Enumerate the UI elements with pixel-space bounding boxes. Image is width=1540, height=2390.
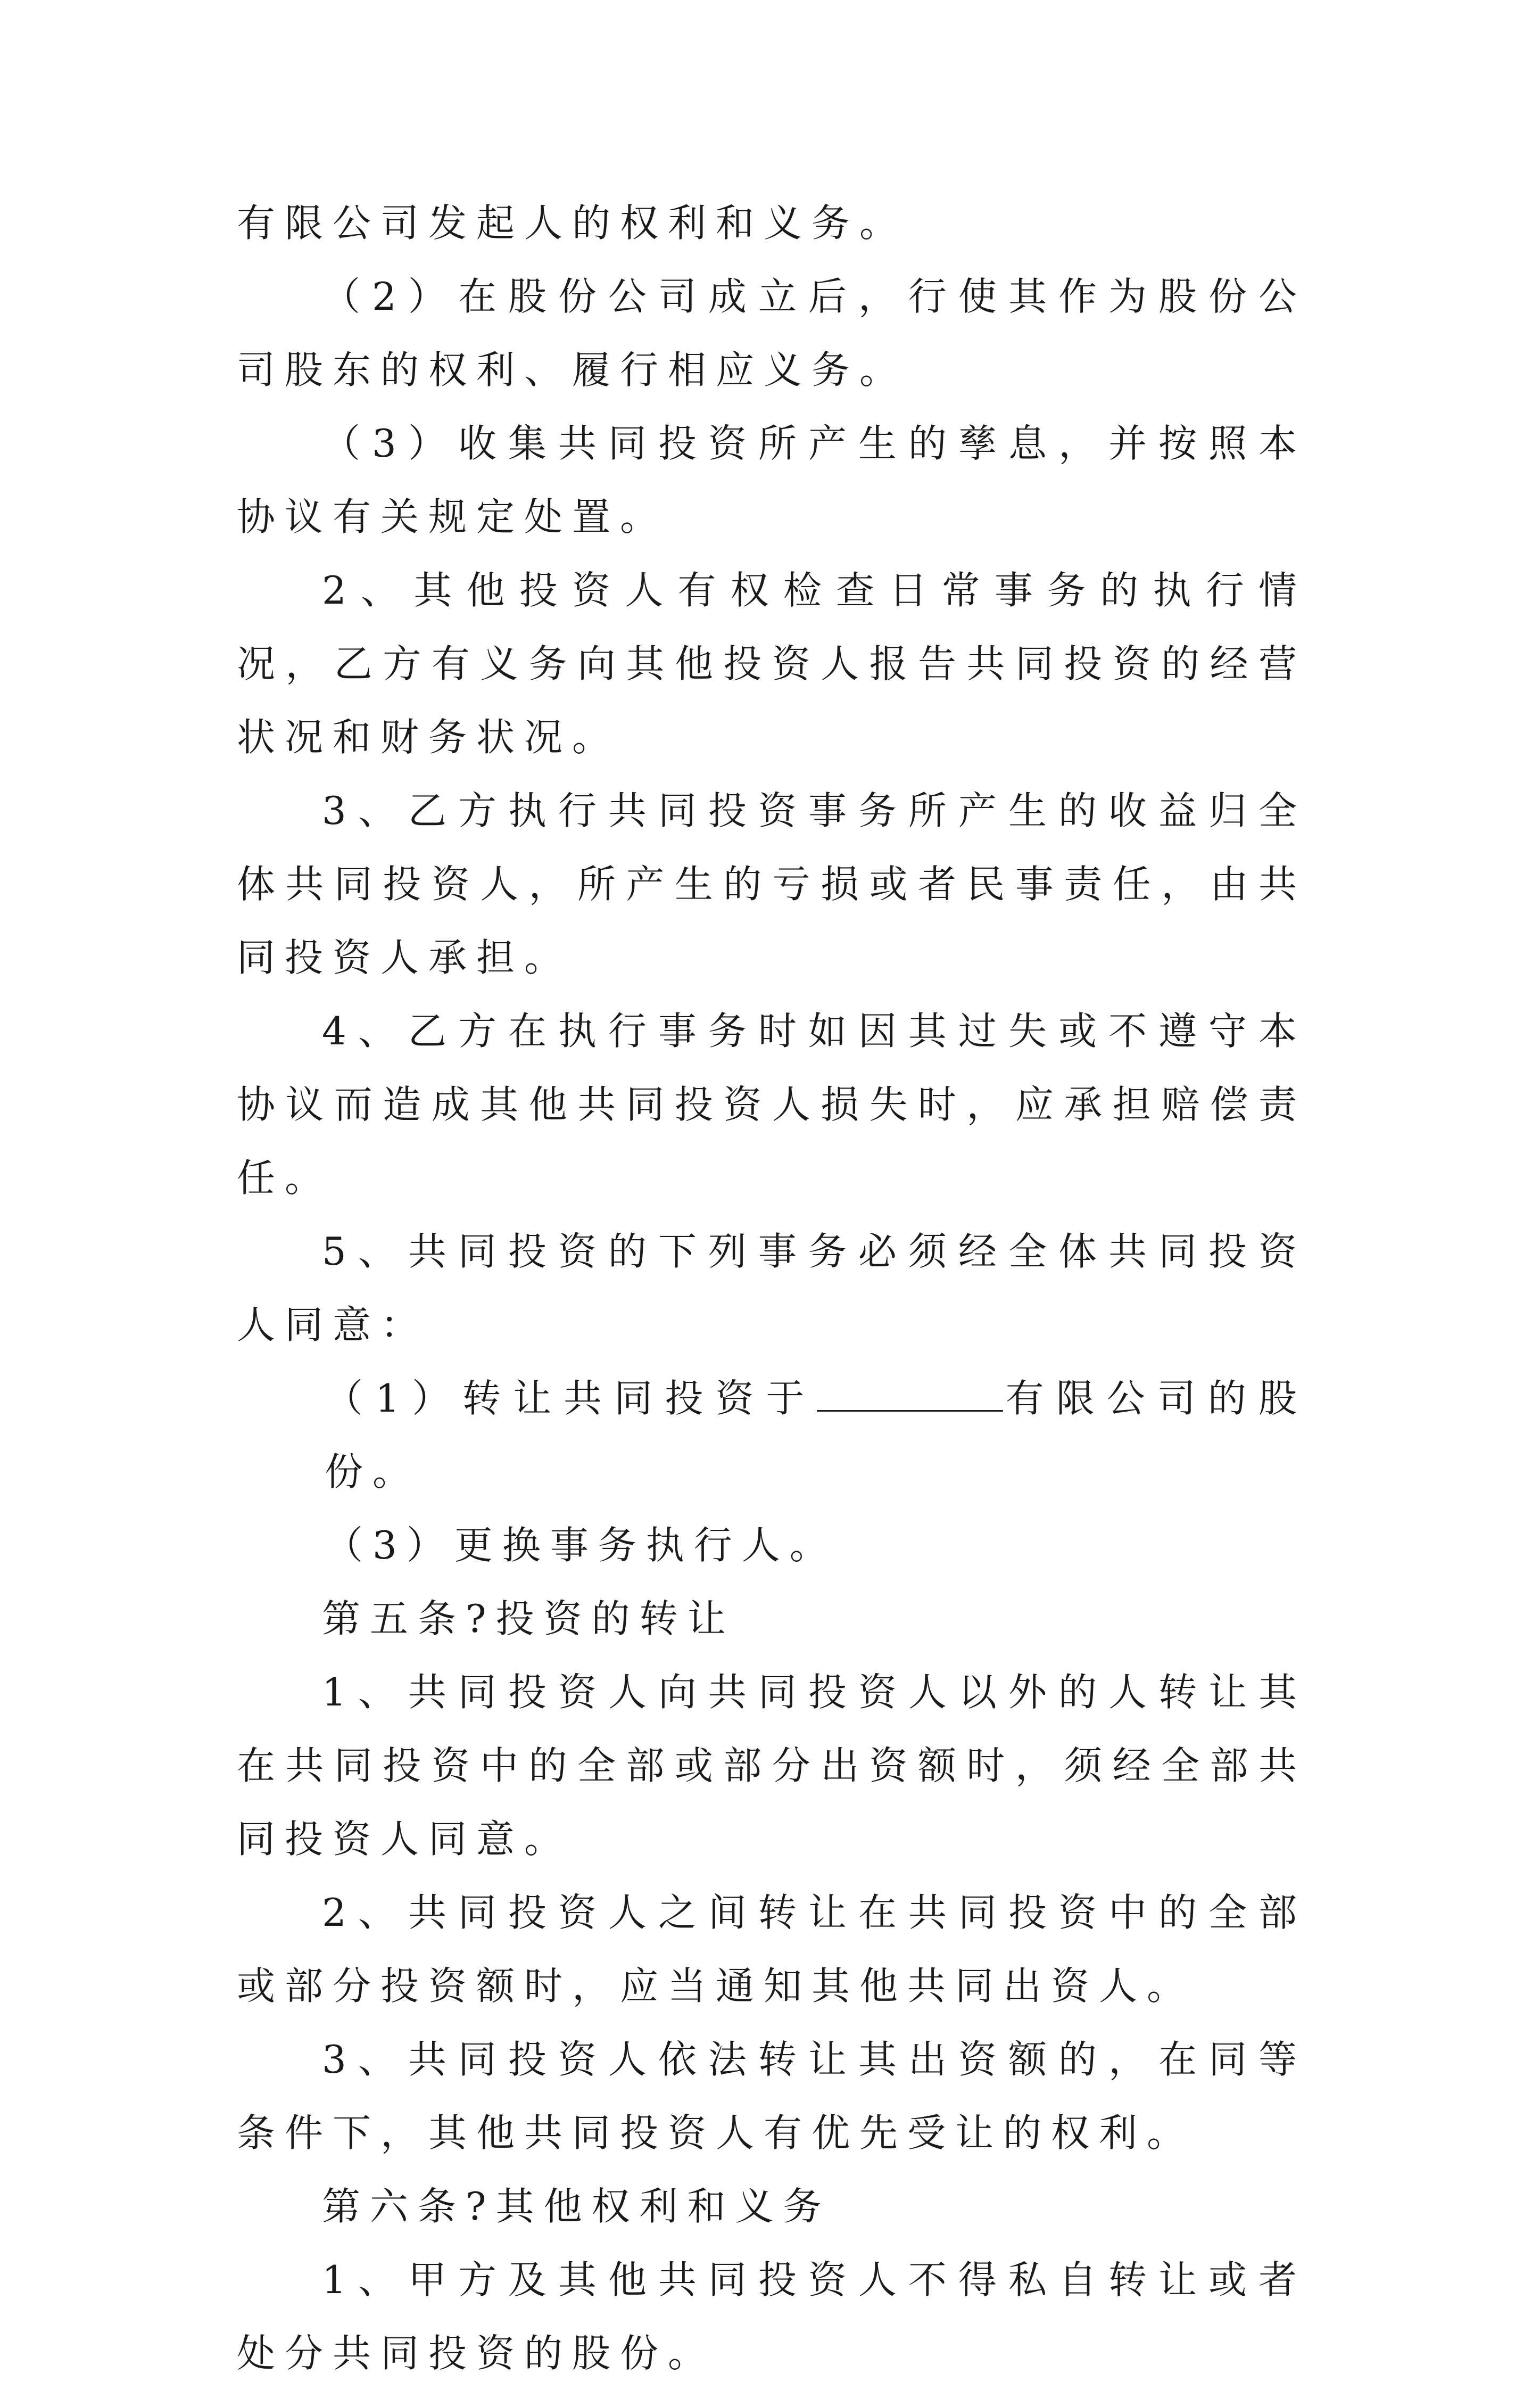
document-body [237,186,1306,2390]
article-heading: 第五条?投资的转让 [322,1596,735,1641]
paragraph: 1、甲方及其他共同投资人不得私自转让或者处分共同投资的股份。 [237,2257,1306,2376]
paragraph: （3）更换事务执行人。 [325,1523,838,1568]
paragraph: （2）在股份公司成立后，行使其作为股份公司股东的权利、履行相应义务。 [237,274,1306,392]
paragraph: 1、共同投资人向共同投资人以外的人转让其在共同投资中的全部或部分出资额时，须经全部共同投资人同意。 [237,1670,1306,1861]
article-heading: 第六条?其他权利和义务 [322,2184,831,2229]
paragraph-with-blank [237,1362,1306,1509]
paragraph: 3、共同投资人依法转让其出资额的，在同等条件下，其他共同投资人有优先受让的权利。 [237,2037,1306,2155]
paragraph: 3、乙方执行共同投资事务所产生的收益归全体共同投资人，所产生的亏损或者民事责任，由共同投资人承担。 [237,788,1306,980]
paragraph: 2、共同投资人之间转让在共同投资中的全部或部分投资额时，应当通知其他共同出资人。 [237,1890,1306,2008]
paragraph: 5、共同投资的下列事务必须经全体共同投资人同意： [237,1229,1306,1347]
paragraph-text-before: （1）转让共同投资于 [325,1376,817,1421]
paragraph: （3）收集共同投资所产生的孳息，并按照本协议有关规定处置。 [237,421,1306,539]
paragraph: 有限公司发起人的权利和义务。 [237,201,908,245]
paragraph: 2、其他投资人有权检查日常事务的执行情况，乙方有义务向其他投资人报告共同投资的经营状况和财务状况。 [237,568,1306,760]
paragraph-text-after: 有限公司的股份。 [325,1376,1306,1494]
fill-in-blank [817,1373,1003,1412]
paragraph: 4、乙方在执行事务时如因其过失或不遵守本协议而造成其他共同投资人损失时，应承担赔偿责任。 [237,1009,1306,1200]
